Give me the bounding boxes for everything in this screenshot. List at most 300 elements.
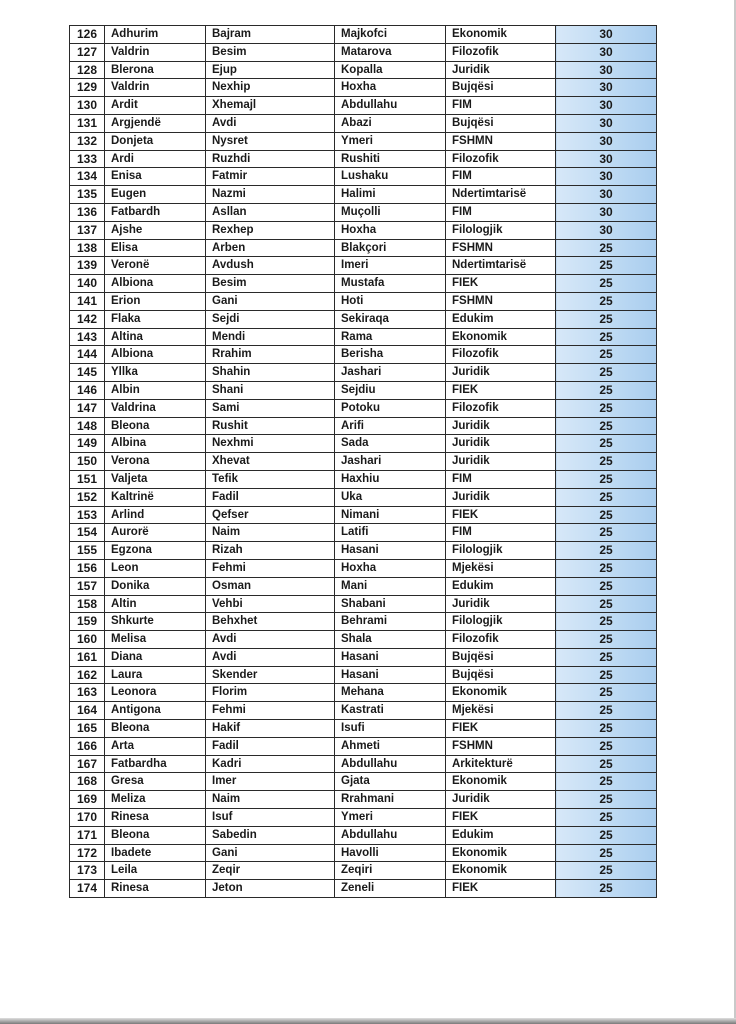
father-name-cell: Shahin	[206, 364, 335, 382]
first-name-cell: Eugen	[105, 186, 206, 204]
row-number-cell: 137	[70, 221, 105, 239]
first-name-cell: Leonora	[105, 684, 206, 702]
father-name-cell: Nexhip	[206, 79, 335, 97]
points-cell: 25	[556, 399, 657, 417]
row-number-cell: 128	[70, 61, 105, 79]
table-row	[70, 559, 657, 577]
points-cell: 25	[556, 524, 657, 542]
first-name-cell: Donika	[105, 577, 206, 595]
faculty-cell: Filozofik	[446, 43, 556, 61]
table-row	[70, 453, 657, 471]
row-number-cell: 142	[70, 310, 105, 328]
table-row	[70, 702, 657, 720]
father-name-cell: Jeton	[206, 880, 335, 898]
points-cell: 25	[556, 631, 657, 649]
last-name-cell: Hoxha	[335, 221, 446, 239]
last-name-cell: Hoxha	[335, 559, 446, 577]
last-name-cell: Ahmeti	[335, 737, 446, 755]
father-name-cell: Asllan	[206, 203, 335, 221]
faculty-cell: Ekonomik	[446, 684, 556, 702]
faculty-cell: Bujqësi	[446, 114, 556, 132]
first-name-cell: Diana	[105, 648, 206, 666]
points-cell: 25	[556, 791, 657, 809]
father-name-cell: Kadri	[206, 755, 335, 773]
points-cell: 25	[556, 826, 657, 844]
row-number-cell: 146	[70, 381, 105, 399]
points-cell: 25	[556, 239, 657, 257]
father-name-cell: Naim	[206, 524, 335, 542]
table-row	[70, 737, 657, 755]
last-name-cell: Jashari	[335, 364, 446, 382]
row-number-cell: 129	[70, 79, 105, 97]
table-row	[70, 346, 657, 364]
faculty-cell: Filologjik	[446, 542, 556, 560]
points-cell: 25	[556, 737, 657, 755]
faculty-cell: Filologjik	[446, 221, 556, 239]
first-name-cell: Kaltrinë	[105, 488, 206, 506]
first-name-cell: Donjeta	[105, 132, 206, 150]
table-row	[70, 132, 657, 150]
table-row	[70, 310, 657, 328]
table-row	[70, 275, 657, 293]
last-name-cell: Sada	[335, 435, 446, 453]
last-name-cell: Imeri	[335, 257, 446, 275]
table-row	[70, 470, 657, 488]
points-cell: 25	[556, 506, 657, 524]
first-name-cell: Ajshe	[105, 221, 206, 239]
faculty-cell: Filozofik	[446, 150, 556, 168]
last-name-cell: Berisha	[335, 346, 446, 364]
last-name-cell: Abdullahu	[335, 755, 446, 773]
first-name-cell: Altin	[105, 595, 206, 613]
faculty-cell: Ekonomik	[446, 328, 556, 346]
first-name-cell: Bleona	[105, 417, 206, 435]
table-row	[70, 809, 657, 827]
row-number-cell: 130	[70, 97, 105, 115]
points-cell: 25	[556, 417, 657, 435]
faculty-cell: FIEK	[446, 506, 556, 524]
father-name-cell: Zeqir	[206, 862, 335, 880]
last-name-cell: Potoku	[335, 399, 446, 417]
table-row	[70, 97, 657, 115]
table-row	[70, 488, 657, 506]
row-number-cell: 136	[70, 203, 105, 221]
first-name-cell: Albina	[105, 435, 206, 453]
father-name-cell: Besim	[206, 275, 335, 293]
faculty-cell: Ekonomik	[446, 773, 556, 791]
row-number-cell: 143	[70, 328, 105, 346]
last-name-cell: Sekiraqa	[335, 310, 446, 328]
faculty-cell: FIEK	[446, 381, 556, 399]
table-row	[70, 79, 657, 97]
faculty-cell: Juridik	[446, 453, 556, 471]
first-name-cell: Albin	[105, 381, 206, 399]
row-number-cell: 170	[70, 809, 105, 827]
first-name-cell: Valjeta	[105, 470, 206, 488]
first-name-cell: Melisa	[105, 631, 206, 649]
first-name-cell: Enisa	[105, 168, 206, 186]
faculty-cell: Juridik	[446, 417, 556, 435]
table-row	[70, 648, 657, 666]
points-cell: 25	[556, 364, 657, 382]
row-number-cell: 163	[70, 684, 105, 702]
points-cell: 25	[556, 702, 657, 720]
last-name-cell: Mehana	[335, 684, 446, 702]
table-row	[70, 399, 657, 417]
first-name-cell: Fatbardh	[105, 203, 206, 221]
father-name-cell: Nexhmi	[206, 435, 335, 453]
father-name-cell: Fatmir	[206, 168, 335, 186]
points-cell: 25	[556, 755, 657, 773]
faculty-cell: FSHMN	[446, 239, 556, 257]
row-number-cell: 135	[70, 186, 105, 204]
table-row	[70, 595, 657, 613]
table-row	[70, 826, 657, 844]
row-number-cell: 126	[70, 26, 105, 44]
faculty-cell: Edukim	[446, 826, 556, 844]
row-number-cell: 134	[70, 168, 105, 186]
father-name-cell: Avdi	[206, 631, 335, 649]
father-name-cell: Shani	[206, 381, 335, 399]
first-name-cell: Egzona	[105, 542, 206, 560]
table-row	[70, 150, 657, 168]
points-cell: 25	[556, 328, 657, 346]
faculty-cell: FIM	[446, 470, 556, 488]
first-name-cell: Ardi	[105, 150, 206, 168]
first-name-cell: Erion	[105, 292, 206, 310]
first-name-cell: Albiona	[105, 275, 206, 293]
faculty-cell: Juridik	[446, 595, 556, 613]
faculty-cell: Filozofik	[446, 399, 556, 417]
row-number-cell: 167	[70, 755, 105, 773]
father-name-cell: Fehmi	[206, 559, 335, 577]
table-row	[70, 43, 657, 61]
points-cell: 25	[556, 666, 657, 684]
last-name-cell: Latifi	[335, 524, 446, 542]
points-cell: 30	[556, 43, 657, 61]
last-name-cell: Matarova	[335, 43, 446, 61]
father-name-cell: Naim	[206, 791, 335, 809]
faculty-cell: Arkitekturë	[446, 755, 556, 773]
last-name-cell: Kopalla	[335, 61, 446, 79]
father-name-cell: Hakif	[206, 720, 335, 738]
row-number-cell: 159	[70, 613, 105, 631]
father-name-cell: Florim	[206, 684, 335, 702]
first-name-cell: Valdrina	[105, 399, 206, 417]
faculty-cell: FIM	[446, 203, 556, 221]
first-name-cell: Arta	[105, 737, 206, 755]
first-name-cell: Ardit	[105, 97, 206, 115]
row-number-cell: 139	[70, 257, 105, 275]
table-row	[70, 506, 657, 524]
father-name-cell: Sami	[206, 399, 335, 417]
first-name-cell: Altina	[105, 328, 206, 346]
last-name-cell: Abdullahu	[335, 826, 446, 844]
first-name-cell: Antigona	[105, 702, 206, 720]
first-name-cell: Argjendë	[105, 114, 206, 132]
table-row	[70, 844, 657, 862]
points-cell: 30	[556, 203, 657, 221]
points-cell: 25	[556, 862, 657, 880]
row-number-cell: 171	[70, 826, 105, 844]
father-name-cell: Xhemajl	[206, 97, 335, 115]
first-name-cell: Gresa	[105, 773, 206, 791]
last-name-cell: Sejdiu	[335, 381, 446, 399]
row-number-cell: 150	[70, 453, 105, 471]
father-name-cell: Osman	[206, 577, 335, 595]
father-name-cell: Nazmi	[206, 186, 335, 204]
points-cell: 25	[556, 275, 657, 293]
row-number-cell: 132	[70, 132, 105, 150]
table-row	[70, 542, 657, 560]
father-name-cell: Behxhet	[206, 613, 335, 631]
table-row	[70, 239, 657, 257]
faculty-cell: FIEK	[446, 809, 556, 827]
first-name-cell: Veronë	[105, 257, 206, 275]
row-number-cell: 153	[70, 506, 105, 524]
points-cell: 25	[556, 613, 657, 631]
father-name-cell: Rizah	[206, 542, 335, 560]
last-name-cell: Abdullahu	[335, 97, 446, 115]
table-row	[70, 862, 657, 880]
table-row	[70, 720, 657, 738]
faculty-cell: FSHMN	[446, 132, 556, 150]
points-cell: 25	[556, 310, 657, 328]
last-name-cell: Jashari	[335, 453, 446, 471]
last-name-cell: Mustafa	[335, 275, 446, 293]
scan-edge-bottom	[0, 1018, 736, 1024]
points-cell: 25	[556, 488, 657, 506]
row-number-cell: 140	[70, 275, 105, 293]
last-name-cell: Haxhiu	[335, 470, 446, 488]
table-row	[70, 257, 657, 275]
father-name-cell: Gani	[206, 292, 335, 310]
father-name-cell: Xhevat	[206, 453, 335, 471]
last-name-cell: Arifi	[335, 417, 446, 435]
points-cell: 25	[556, 257, 657, 275]
last-name-cell: Ymeri	[335, 132, 446, 150]
first-name-cell: Bleona	[105, 720, 206, 738]
first-name-cell: Shkurte	[105, 613, 206, 631]
father-name-cell: Rexhep	[206, 221, 335, 239]
points-cell: 30	[556, 168, 657, 186]
table-row	[70, 292, 657, 310]
faculty-cell: Ekonomik	[446, 26, 556, 44]
first-name-cell: Meliza	[105, 791, 206, 809]
row-number-cell: 164	[70, 702, 105, 720]
row-number-cell: 127	[70, 43, 105, 61]
row-number-cell: 152	[70, 488, 105, 506]
faculty-cell: Filozofik	[446, 346, 556, 364]
last-name-cell: Mani	[335, 577, 446, 595]
father-name-cell: Fehmi	[206, 702, 335, 720]
faculty-cell: Juridik	[446, 364, 556, 382]
table-row	[70, 417, 657, 435]
faculty-cell: Mjekësi	[446, 559, 556, 577]
first-name-cell: Blerona	[105, 61, 206, 79]
faculty-cell: Ndertimtarisë	[446, 257, 556, 275]
father-name-cell: Bajram	[206, 26, 335, 44]
first-name-cell: Leila	[105, 862, 206, 880]
points-cell: 30	[556, 132, 657, 150]
row-number-cell: 133	[70, 150, 105, 168]
first-name-cell: Rinesa	[105, 880, 206, 898]
faculty-cell: Filologjik	[446, 613, 556, 631]
table-row	[70, 773, 657, 791]
last-name-cell: Rama	[335, 328, 446, 346]
table-row	[70, 791, 657, 809]
father-name-cell: Skender	[206, 666, 335, 684]
table-row	[70, 364, 657, 382]
first-name-cell: Valdrin	[105, 79, 206, 97]
points-cell: 25	[556, 773, 657, 791]
points-cell: 30	[556, 26, 657, 44]
row-number-cell: 168	[70, 773, 105, 791]
row-number-cell: 145	[70, 364, 105, 382]
father-name-cell: Ruzhdi	[206, 150, 335, 168]
points-cell: 25	[556, 559, 657, 577]
faculty-cell: Ekonomik	[446, 862, 556, 880]
faculty-cell: FIM	[446, 97, 556, 115]
points-cell: 25	[556, 684, 657, 702]
points-cell: 25	[556, 577, 657, 595]
table-row	[70, 168, 657, 186]
father-name-cell: Nysret	[206, 132, 335, 150]
faculty-cell: FIM	[446, 168, 556, 186]
points-cell: 30	[556, 186, 657, 204]
row-number-cell: 174	[70, 880, 105, 898]
row-number-cell: 138	[70, 239, 105, 257]
row-number-cell: 162	[70, 666, 105, 684]
student-points-table	[69, 25, 657, 898]
faculty-cell: Ndertimtarisë	[446, 186, 556, 204]
row-number-cell: 169	[70, 791, 105, 809]
father-name-cell: Besim	[206, 43, 335, 61]
table-row	[70, 613, 657, 631]
points-cell: 30	[556, 97, 657, 115]
father-name-cell: Rrahim	[206, 346, 335, 364]
last-name-cell: Isufi	[335, 720, 446, 738]
points-cell: 25	[556, 381, 657, 399]
row-number-cell: 158	[70, 595, 105, 613]
row-number-cell: 155	[70, 542, 105, 560]
faculty-cell: FSHMN	[446, 737, 556, 755]
points-cell: 25	[556, 809, 657, 827]
points-cell: 25	[556, 542, 657, 560]
first-name-cell: Verona	[105, 453, 206, 471]
table-row	[70, 61, 657, 79]
last-name-cell: Hasani	[335, 542, 446, 560]
points-cell: 30	[556, 221, 657, 239]
last-name-cell: Gjata	[335, 773, 446, 791]
table-row	[70, 114, 657, 132]
father-name-cell: Avdush	[206, 257, 335, 275]
row-number-cell: 165	[70, 720, 105, 738]
table-body	[70, 26, 657, 898]
row-number-cell: 160	[70, 631, 105, 649]
last-name-cell: Nimani	[335, 506, 446, 524]
last-name-cell: Hoti	[335, 292, 446, 310]
row-number-cell: 166	[70, 737, 105, 755]
last-name-cell: Lushaku	[335, 168, 446, 186]
father-name-cell: Arben	[206, 239, 335, 257]
last-name-cell: Uka	[335, 488, 446, 506]
father-name-cell: Qefser	[206, 506, 335, 524]
row-number-cell: 173	[70, 862, 105, 880]
table-row	[70, 524, 657, 542]
table-row	[70, 577, 657, 595]
last-name-cell: Zeqiri	[335, 862, 446, 880]
row-number-cell: 131	[70, 114, 105, 132]
last-name-cell: Kastrati	[335, 702, 446, 720]
table-row	[70, 435, 657, 453]
first-name-cell: Arlind	[105, 506, 206, 524]
last-name-cell: Muçolli	[335, 203, 446, 221]
last-name-cell: Havolli	[335, 844, 446, 862]
points-cell: 30	[556, 61, 657, 79]
points-cell: 30	[556, 114, 657, 132]
table-row	[70, 221, 657, 239]
row-number-cell: 147	[70, 399, 105, 417]
faculty-cell: Filozofik	[446, 631, 556, 649]
first-name-cell: Bleona	[105, 826, 206, 844]
row-number-cell: 161	[70, 648, 105, 666]
faculty-cell: FIEK	[446, 275, 556, 293]
faculty-cell: Juridik	[446, 791, 556, 809]
last-name-cell: Rrahmani	[335, 791, 446, 809]
first-name-cell: Fatbardha	[105, 755, 206, 773]
first-name-cell: Albiona	[105, 346, 206, 364]
row-number-cell: 154	[70, 524, 105, 542]
points-cell: 30	[556, 79, 657, 97]
first-name-cell: Yllka	[105, 364, 206, 382]
first-name-cell: Flaka	[105, 310, 206, 328]
table-row	[70, 684, 657, 702]
last-name-cell: Shabani	[335, 595, 446, 613]
table-row	[70, 666, 657, 684]
row-number-cell: 156	[70, 559, 105, 577]
last-name-cell: Shala	[335, 631, 446, 649]
first-name-cell: Ibadete	[105, 844, 206, 862]
first-name-cell: Aurorë	[105, 524, 206, 542]
table-row	[70, 755, 657, 773]
faculty-cell: Mjekësi	[446, 702, 556, 720]
faculty-cell: Juridik	[446, 488, 556, 506]
father-name-cell: Avdi	[206, 648, 335, 666]
points-cell: 25	[556, 648, 657, 666]
last-name-cell: Ymeri	[335, 809, 446, 827]
table-row	[70, 328, 657, 346]
faculty-cell: Edukim	[446, 310, 556, 328]
last-name-cell: Blakçori	[335, 239, 446, 257]
last-name-cell: Hoxha	[335, 79, 446, 97]
father-name-cell: Tefik	[206, 470, 335, 488]
first-name-cell: Rinesa	[105, 809, 206, 827]
points-cell: 25	[556, 470, 657, 488]
faculty-cell: FIM	[446, 524, 556, 542]
points-cell: 25	[556, 844, 657, 862]
faculty-cell: Ekonomik	[446, 844, 556, 862]
father-name-cell: Vehbi	[206, 595, 335, 613]
faculty-cell: Edukim	[446, 577, 556, 595]
father-name-cell: Fadil	[206, 737, 335, 755]
points-cell: 25	[556, 720, 657, 738]
table-row	[70, 880, 657, 898]
row-number-cell: 172	[70, 844, 105, 862]
first-name-cell: Adhurim	[105, 26, 206, 44]
table-row	[70, 26, 657, 44]
father-name-cell: Mendi	[206, 328, 335, 346]
